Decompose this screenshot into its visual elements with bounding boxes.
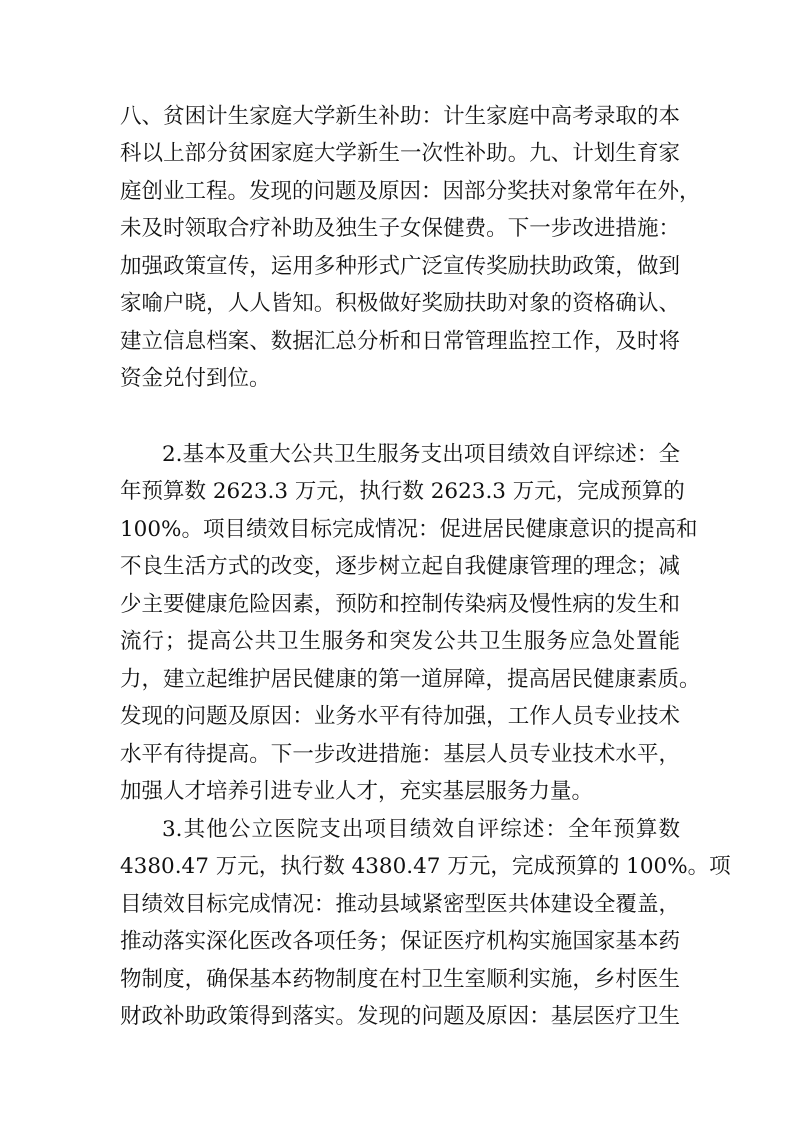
- text-line: 不良生活方式的改变，逐步树立起自我健康管理的理念；减: [120, 554, 680, 579]
- text-line: 水平有待提高。下一步改进措施：基层人员专业技术水平，: [120, 742, 680, 767]
- text-line: 少主要健康危险因素，预防和控制传染病及慢性病的发生和: [120, 592, 680, 617]
- text-line: 目绩效目标完成情况：推动县域紧密型医共体建设全覆盖，: [120, 892, 680, 917]
- text-line: 流行；提高公共卫生服务和突发公共卫生服务应急处置能: [120, 629, 680, 654]
- text-line: 物制度，确保基本药物制度在村卫生室顺利实施，乡村医生: [120, 967, 680, 992]
- text-line: 100%。项目绩效目标完成情况：促进居民健康意识的提高和: [120, 517, 698, 542]
- text-line: 财政补助政策得到落实。发现的问题及原因：基层医疗卫生: [120, 1004, 680, 1029]
- text-line: 加强人才培养引进专业人才，充实基层服务力量。: [120, 779, 594, 804]
- text-line: 力，建立起维护居民健康的第一道屏障，提高居民健康素质。: [120, 667, 701, 692]
- text-line: 建立信息档案、数据汇总分析和日常管理监控工作，及时将: [120, 329, 680, 354]
- text-line: 推动落实深化医改各项任务；保证医疗机构实施国家基本药: [120, 929, 680, 954]
- text-line: 4380.47 万元，执行数 4380.47 万元，完成预算的 100%。项: [120, 854, 731, 879]
- text-line: 八、贫困计生家庭大学新生补助：计生家庭中高考录取的本: [120, 104, 680, 129]
- paragraph-2-heading-line: 2.基本及重大公共卫生服务支出项目绩效自评综述：全: [162, 442, 680, 467]
- text-line: 未及时领取合疗补助及独生子女保健费。下一步改进措施：: [120, 216, 680, 241]
- text-line: 发现的问题及原因：业务水平有待加强，工作人员专业技术: [120, 704, 680, 729]
- text-line: 资金兑付到位。: [120, 366, 271, 391]
- paragraph-3-heading-line: 3.其他公立医院支出项目绩效自评综述：全年预算数: [162, 817, 680, 842]
- text-line: 加强政策宣传，运用多种形式广泛宣传奖励扶助政策，做到: [120, 254, 680, 279]
- text-line: 年预算数 2623.3 万元，执行数 2623.3 万元，完成预算的: [120, 479, 685, 504]
- text-line: 家喻户晓，人人皆知。积极做好奖励扶助对象的资格确认、: [120, 291, 680, 316]
- text-line: 科以上部分贫困家庭大学新生一次性补助。九、计划生育家: [120, 141, 680, 166]
- text-line: 庭创业工程。发现的问题及原因：因部分奖扶对象常年在外，: [120, 179, 701, 204]
